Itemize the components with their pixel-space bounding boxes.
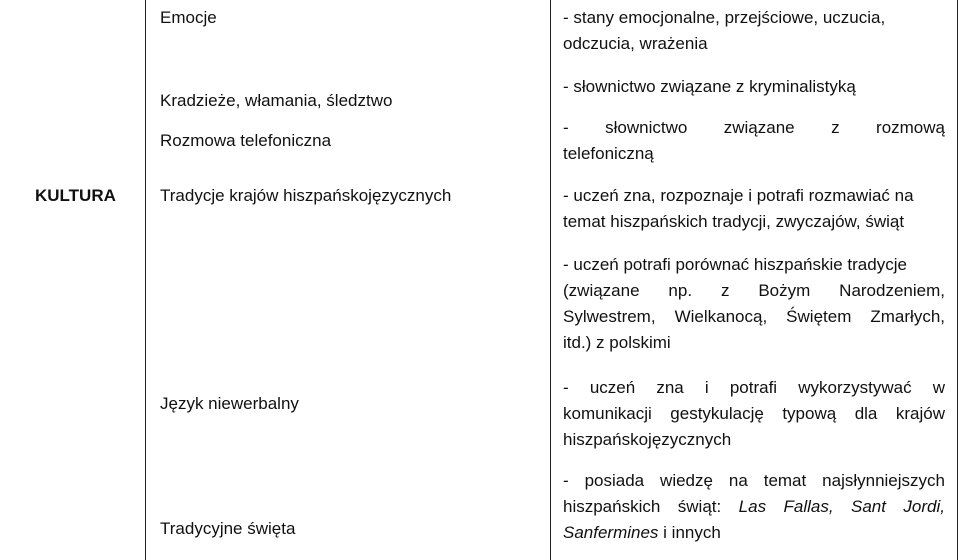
topic-emocje: Emocje [160, 8, 217, 27]
desc-jezyk-line1: - uczeń zna i potrafi wykorzystywać w [563, 378, 945, 397]
desc-tradycje-line2: temat hiszpańskich tradycji, zwyczajów, świąt [563, 212, 905, 231]
desc-swieta-line2-text: hiszpańskich świąt: [563, 497, 739, 516]
desc-jezyk-line2: komunikacji gestykulację typową dla krajów [563, 404, 945, 423]
category-label: KULTURA [35, 186, 116, 205]
column-divider-3 [957, 0, 958, 560]
topic-rozmowa: Rozmowa telefoniczna [160, 131, 332, 150]
desc-rozmowa-line1: - słownictwo związane z rozmową [563, 118, 945, 137]
column-divider-1 [145, 0, 146, 560]
desc-emocje-line2: odczucia, wrażenia [563, 34, 708, 53]
desc-swieta-line3-italic: Sanfermines [563, 523, 659, 542]
desc-tradycje-line1: - uczeń zna, rozpoznaje i potrafi rozmawiać na [563, 186, 914, 205]
topic-tradycje: Tradycje krajów hiszpańskojęzycznych [160, 186, 452, 205]
topic-kradzieze: Kradzieże, włamania, śledztwo [160, 91, 393, 110]
desc-porownac-line2: (związane np. z Bożym Narodzeniem, [563, 281, 945, 300]
desc-porownac-line3: Sylwestrem, Wielkanocą, Świętem Zmarłych, [563, 307, 945, 326]
desc-swieta-line3 [563, 520, 721, 546]
desc-swieta-line3-text: i innych [658, 523, 721, 542]
desc-emocje-line1: - stany emocjonalne, przejściowe, uczucia, [563, 8, 886, 27]
topic-jezyk: Język niewerbalny [160, 394, 299, 413]
desc-swieta-line2 [563, 494, 945, 520]
desc-jezyk-line3: hiszpańskojęzycznych [563, 430, 732, 449]
desc-swieta-line2-italic: Las Fallas, Sant Jordi, [738, 497, 945, 516]
desc-porownac-line4: itd.) z polskimi [563, 333, 671, 352]
desc-porownac-line1: - uczeń potrafi porównać hiszpańskie tradycje [563, 255, 907, 274]
column-divider-2 [550, 0, 551, 560]
topic-swieta: Tradycyjne święta [160, 519, 296, 538]
desc-rozmowa-line2: telefoniczną [563, 144, 654, 163]
desc-swieta-line1: - posiada wiedzę na temat najsłynniejszych [563, 471, 945, 490]
desc-kryminal: - słownictwo związane z kryminalistyką [563, 77, 856, 96]
